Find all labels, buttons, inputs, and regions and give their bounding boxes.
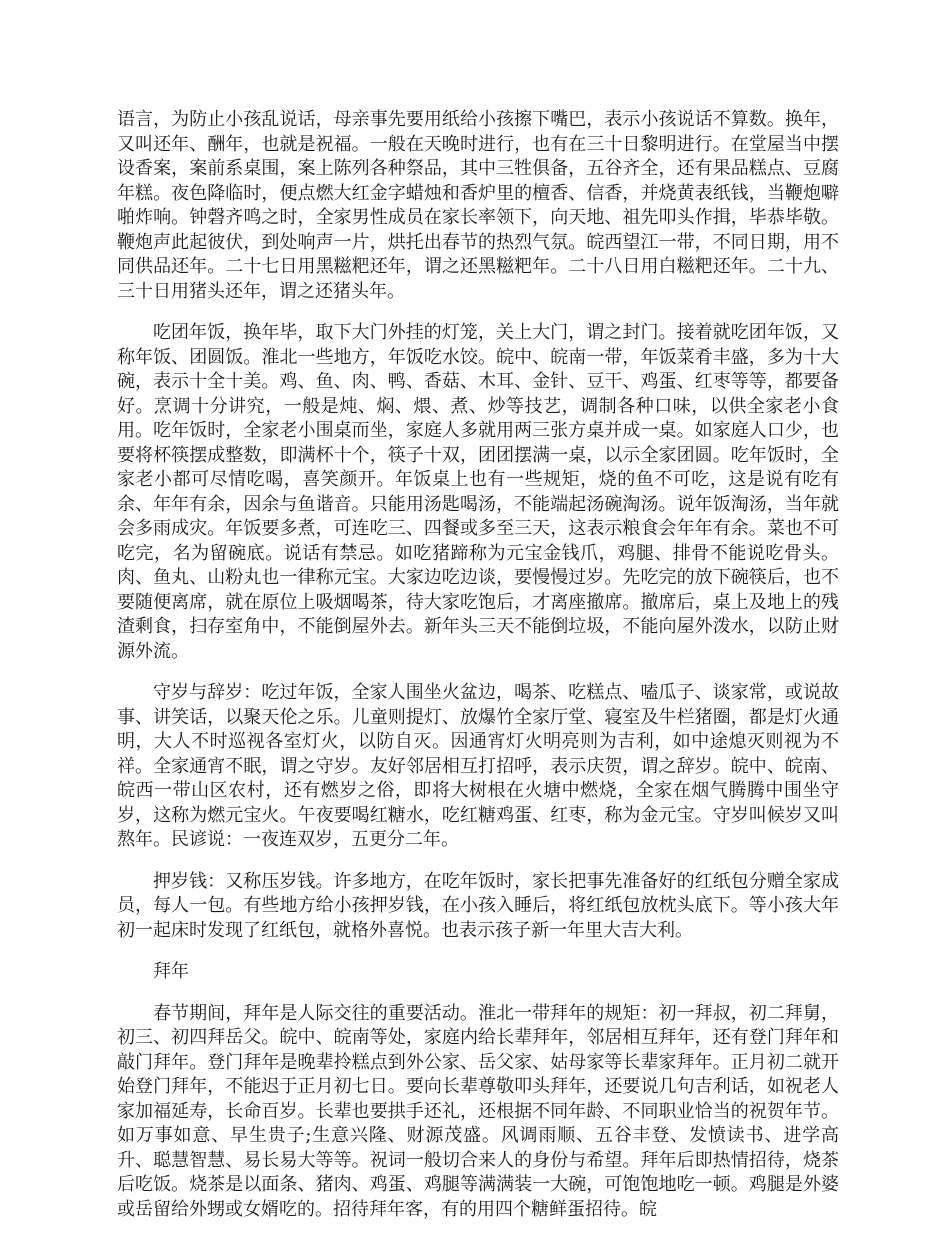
paragraph-yasuiqian: 押岁钱：又称压岁钱。许多地方，在吃年饭时，家长把事先准备好的红纸包分赠全家成员，每人一包。有些地方给小孩押岁钱，在小孩入睡后，将红纸包放枕头底下。等小孩大年初一起床时发现了红纸包，就格外喜悦。也表示孩子新一年里大吉大利。 [117,870,839,941]
paragraph-huannian: 语言，为防止小孩乱说话，母亲事先要用纸给小孩擦下嘴巴，表示小孩说话不算数。换年，又叫还年、酬年，也就是祝福。一般在天晚时进行，也有在三十日黎明进行。在堂屋当中摆设香案，案前系桌围，案上陈列各种祭品，其中三牲俱备，五谷齐全，还有果品糕点、豆腐年糕。夜色降临时，便点燃大红金字蜡烛和香炉里的檀香、信香，并烧黄表纸钱，当鞭炮噼啪炸响。钟磬齐鸣之时，全家男性成员在家长率领下，向天地、祖先叩头作揖，毕恭毕敬。鞭炮声此起彼伏，到处响声一片，烘托出春节的热烈气氛。皖西望江一带，不同日期，用不同供品还年。二十七日用黑糍粑还年，谓之还黑糍粑年。二十八日用白糍粑还年。二十九、三十日用猪头还年，谓之还猪头年。 [117,109,839,302]
section-heading-bainian: 拜年 [153,961,189,982]
document-page [117,108,839,1239]
paragraph-bainian: 春节期间，拜年是人际交往的重要活动。淮北一带拜年的规矩：初一拜叔，初二拜舅，初三、初四拜岳父。皖中、皖南等处，家庭内给长辈拜年，邻居相互拜年，还有登门拜年和敲门拜年。登门拜年是晚辈拎糕点到外公家、岳父家、姑母家等长辈家拜年。正月初二就开始登门拜年，不能迟于正月初七日。要向长辈尊敬叩头拜年，还要说几句吉利话，如祝老人家加福延寿，长命百岁。长辈也要拱手还礼，还根据不同年龄、不同职业恰当的祝贺年节。如万事如意、早生贵子;生意兴隆、财源茂盛。风调雨顺、五谷丰登、发愤读书、进学高升、聪慧智慧、易长易大等等。祝词一般切合来人的身份与希望。拜年后即热情招待，烧茶后吃饭。烧茶是以面条、猪肉、鸡蛋、鸡腿等满满装一大碗，可饱饱地吃一顿。鸡腿是外婆或岳留给外甥或女婿吃的。招待拜年客，有的用四个糖鲜蛋招待。皖 [117,1002,839,1220]
paragraph-tuannianfan: 吃团年饭，换年毕，取下大门外挂的灯笼，关上大门，谓之封门。接着就吃团年饭，又称年饭、团圆饭。淮北一些地方，年饭吃水饺。皖中、皖南一带，年饭菜肴丰盛，多为十大碗，表示十全十美。鸡、鱼、肉、鸭、香菇、木耳、金针、豆干、鸡蛋、红枣等等，都要备好。烹调十分讲究，一般是炖、焖、煨、煮、炒等技艺，调制各种口味，以供全家老小食用。吃年饭时，全家老小围桌而坐，家庭人多就用两三张方桌并成一桌。如家庭人口少，也要将杯筷摆成整数，即满杯十个，筷子十双，团团摆满一桌，以示全家团圆。吃年饭时，全家老小都可尽情吃喝，喜笑颜开。年饭桌上也有一些规矩，烧的鱼不可吃，这是说有吃有余、年年有余，因余与鱼谐音。只能用汤匙喝汤，不能端起汤碗淘汤。说年饭淘汤，当年就会多雨成灾。年饭要多煮，可连吃三、四餐或多至三天，这表示粮食会年年有余。菜也不可吃完，名为留碗底。说话有禁忌。如吃猪蹄称为元宝金钱爪，鸡腿、排骨不能说吃骨头。肉、鱼丸、山粉丸也一律称元宝。大家边吃边谈，要慢慢过岁。先吃完的放下碗筷后，也不要随便离席，就在原位上吸烟喝茶，待大家吃饱后，才离座撤席。撤席后，桌上及地上的残渣剩食，扫存室角中，不能倒屋外去。新年头三天不能倒垃圾，不能向屋外泼水，以防止财源外流。 [117,322,839,662]
paragraph-shousui: 守岁与辞岁：吃过年饭，全家人围坐火盆边，喝茶、吃糕点、嗑瓜子、谈家常，或说故事、讲笑话，以聚天伦之乐。儿童则提灯、放爆竹全家厅堂、寝室及牛栏猪圈，都是灯火通明，大人不时巡视各室灯火，以防自灭。因通宵灯火明亮则为吉利，如中途熄灭则视为不祥。全家通宵不眠，谓之守岁。友好邻居相互打招呼，表示庆贺，谓之辞岁。皖中、皖南、皖西一带山区农村，还有燃岁之俗，即将大树根在火塘中燃烧，全家在烟气腾腾中围坐守岁，这称为燃元宝火。午夜要喝红糖水，吃红糖鸡蛋、红枣，称为金元宝。守岁叫候岁又叫熬年。民谚说：一夜连双岁，五更分二年。 [117,682,839,850]
